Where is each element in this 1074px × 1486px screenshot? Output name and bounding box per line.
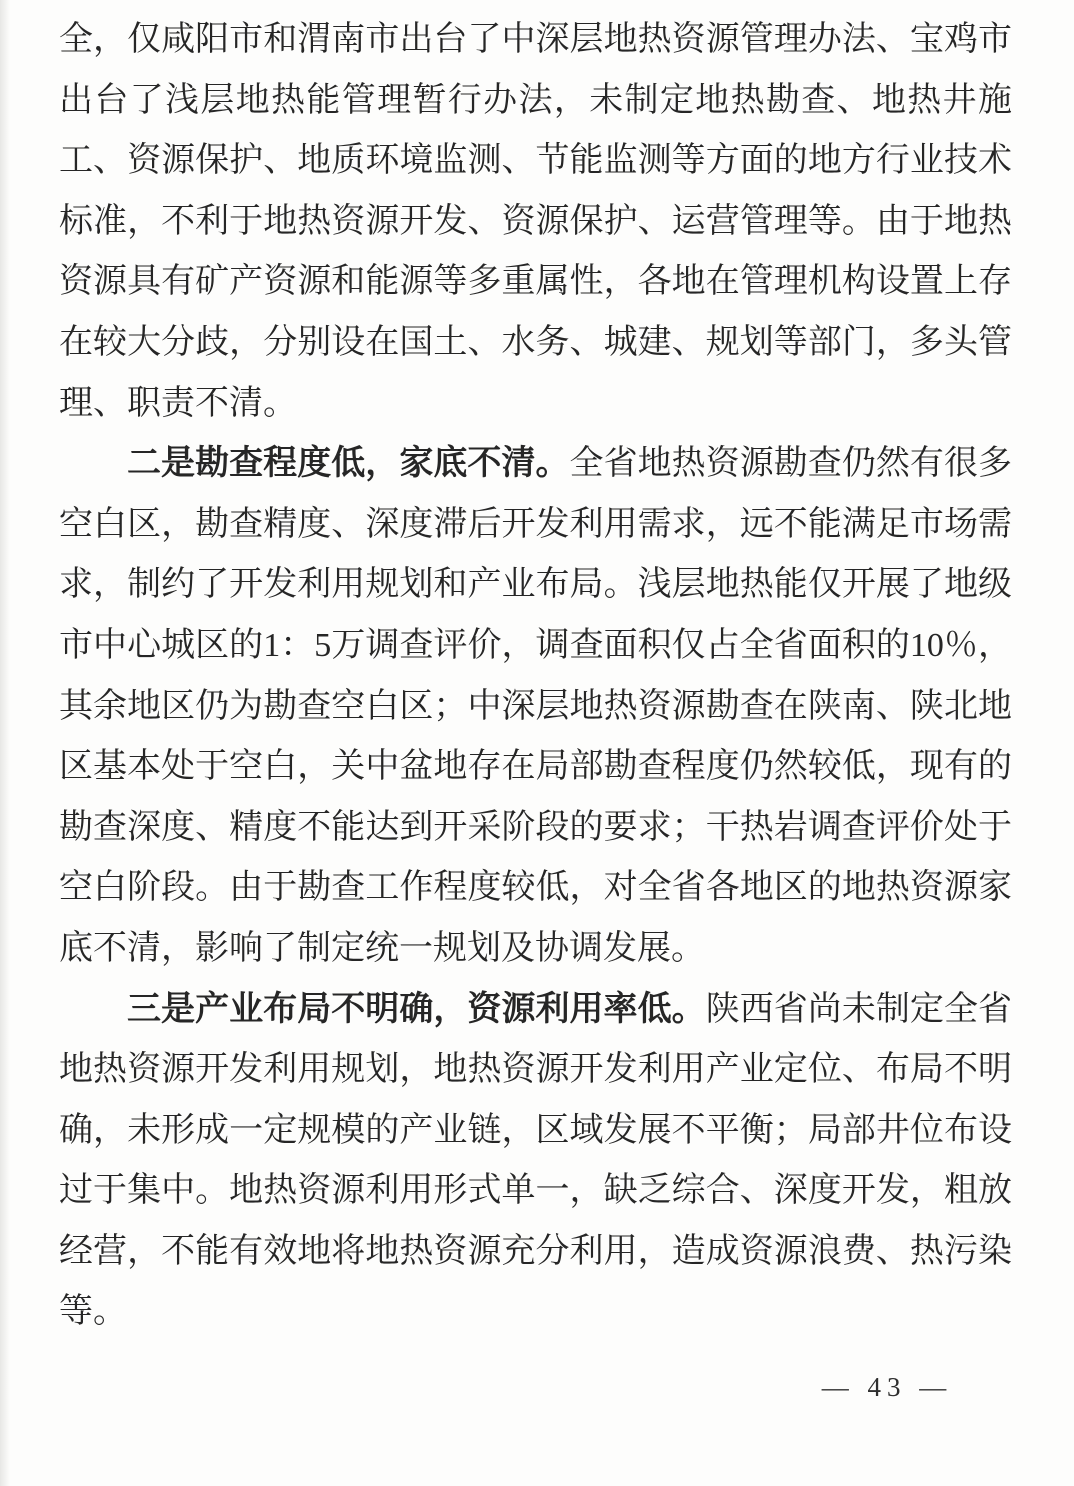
page-number: — 43 — [821, 1372, 953, 1402]
paragraph-text: 全省地热资源勘查仍然有很多空白区，勘查精度、深度滞后开发利用需求，远不能满足市场需求，制约了开发利用规划和产业布局。浅层地热能仅开展了地级市中心城区的1：5万调查评价，调查面积仅占全省面积的10％，其余地区仍为勘查空白区；中深层地热资源勘查在陕南、陕北地区基本处于空白，关中盆地存在局部勘查程度仍然较低，现有的勘查深度、精度不能达到开采阶段的要求；干热岩调查评价处于空白阶段。由于勘查工作程度较低，对全省各地区的地热资源家底不清，影响了制定统一规划及协调发展。 [59, 445, 1013, 967]
document-body [59, 10, 1012, 1343]
paragraph-text: 陕西省尚未制定全省地热资源开发利用规划，地热资源开发利用产业定位、布局不明确，未形成一定规模的产业链，区域发展不平衡；局部井位布设过于集中。地热资源利用形式单一，缺乏综合、深度开发，粗放经营，不能有效地将地热资源充分利用，造成资源浪费、热污染等。 [59, 990, 1013, 1331]
paragraph-lead: 三是产业布局不明确，资源利用率低。 [127, 990, 706, 1028]
paragraph-section-two [59, 434, 1012, 979]
scan-edge-shadow [0, 0, 10, 1486]
paragraph-section-three [59, 980, 1012, 1344]
paragraph-lead: 二是勘查程度低，家底不清。 [127, 445, 570, 483]
paragraph-continuation [59, 10, 1012, 434]
page-footer [0, 1372, 1074, 1403]
paragraph-text: 全，仅咸阳市和渭南市出台了中深层地热资源管理办法、宝鸡市出台了浅层地热能管理暂行办法，未制定地热勘查、地热井施工、资源保护、地质环境监测、节能监测等方面的地方行业技术标准，不利于地热资源开发、资源保护、运营管理等。由于地热资源具有矿产资源和能源等多重属性，各地在管理机构设置上存在较大分歧，分别设在国土、水务、城建、规划等部门，多头管理、职责不清。 [59, 21, 1012, 422]
